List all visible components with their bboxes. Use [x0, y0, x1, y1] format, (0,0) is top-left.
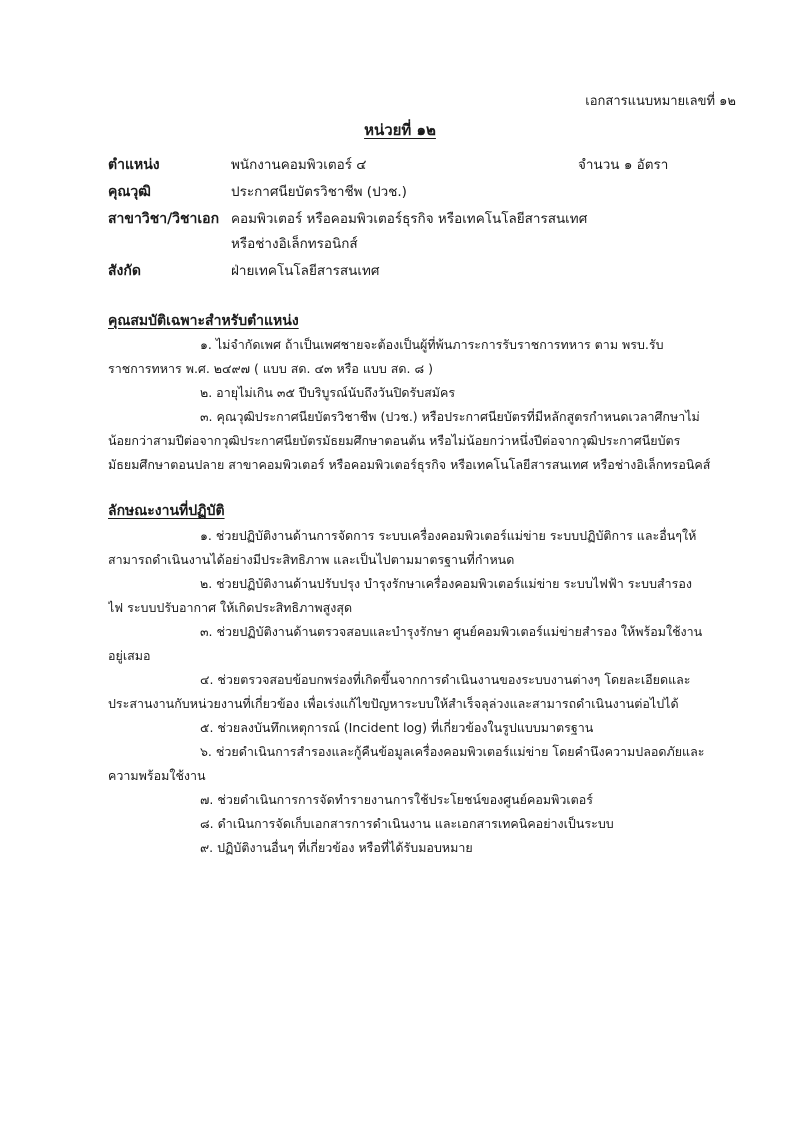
qualification-line: มัธยมศึกษาตอนปลาย สาขาคอมพิวเตอร์ หรือคอมพิวเตอร์ธุรกิจ หรือเทคโนโลยีสารสนเทศ หรือช่างอิเล็กทรอนิคส์: [108, 457, 711, 472]
duty-line: ๘. ดำเนินการจัดเก็บเอกสารการดำเนินงาน และเอกสารเทคนิคอย่างเป็นระบบ: [200, 816, 614, 831]
qualification-line: ราชการทหาร พ.ศ. ๒๔๙๗ ( แบบ สด. ๔๓ หรือ แบบ สด. ๘ ): [108, 361, 433, 376]
unit-title: [0, 118, 800, 142]
major-value-line2: หรือช่างอิเล็กทรอนิกส์: [231, 236, 358, 252]
duty-line: ๗. ช่วยดำเนินการการจัดทำรายงานการใช้ประโยชน์ของศูนย์คอมพิวเตอร์: [200, 792, 593, 807]
position-value: พนักงานคอมพิวเตอร์ ๔: [231, 157, 367, 173]
duty-line: ประสานงานกับหน่วยงานที่เกี่ยวข้อง เพื่อเร่งแก้ไขปัญหาระบบให้สำเร็จลุล่วงและสามารถดำเนินงานต่อไปได้: [108, 696, 679, 711]
affiliation-value: ฝ่ายเทคโนโลยีสารสนเทศ: [231, 263, 380, 279]
major-value-line1: คอมพิวเตอร์ หรือคอมพิวเตอร์ธุรกิจ หรือเทคโนโลยีสารสนเทศ: [231, 211, 588, 227]
duty-line: ๕. ช่วยลงบันทึกเหตุการณ์ (Incident log) ที่เกี่ยวข้องในรูปแบบมาตรฐาน: [200, 720, 594, 735]
duty-line: ๒. ช่วยปฏิบัติงานด้านปรับปรุง บำรุงรักษาเครื่องคอมพิวเตอร์แม่ข่าย ระบบไฟฟ้า ระบบสำรอง: [200, 576, 693, 591]
position-label: ตำแหน่ง: [108, 157, 160, 173]
duty-line: ๙. ปฏิบัติงานอื่นๆ ที่เกี่ยวข้อง หรือที่ได้รับมอบหมาย: [200, 840, 473, 855]
qualifications-heading: คุณสมบัติเฉพาะสำหรับตำแหน่ง: [108, 313, 299, 329]
duty-line: ความพร้อมใช้งาน: [108, 768, 206, 783]
duties-heading: ลักษณะงานที่ปฏิบัติ: [108, 503, 225, 519]
qualification-row: [108, 179, 748, 206]
unit-title-text: หน่วยที่ ๑๒: [364, 121, 436, 139]
duty-line: ๑. ช่วยปฏิบัติงานด้านการจัดการ ระบบเครื่องคอมพิวเตอร์แม่ข่าย ระบบปฏิบัติการ และอื่นๆให้: [200, 528, 697, 543]
major-label: สาขาวิชา/วิชาเอก: [108, 211, 220, 227]
duty-line: อยู่เสมอ: [108, 648, 151, 663]
duty-line: ๔. ช่วยตรวจสอบข้อบกพร่องที่เกิดขึ้นจากการดำเนินงานของระบบงานต่างๆ โดยละเอียดและ: [200, 672, 691, 687]
position-count: จำนวน ๑ อัตรา: [578, 157, 669, 173]
affiliation-label: สังกัด: [108, 263, 141, 279]
qualification-value: ประกาศนียบัตรวิชาชีพ (ปวช.): [231, 184, 407, 200]
qualification-line: ๑. ไม่จำกัดเพศ ถ้าเป็นเพศชายจะต้องเป็นผู้ที่พ้นภาระการรับราชการทหาร ตาม พรบ.รับ: [200, 337, 664, 352]
major-row: [108, 206, 748, 231]
duty-line: ๓. ช่วยปฏิบัติงานด้านตรวจสอบและบำรุงรักษา ศูนย์คอมพิวเตอร์แม่ข่ายสำรอง ให้พร้อมใช้งาน: [200, 624, 703, 639]
position-info: [108, 152, 748, 285]
duties-body: [108, 524, 732, 860]
qualification-label: คุณวุฒิ: [108, 184, 151, 200]
qualifications-body: [108, 333, 732, 477]
position-row: [108, 152, 748, 179]
major-row-continued: [108, 231, 748, 258]
document-reference: เอกสารแนบหมายเลขที่ ๑๒: [585, 94, 736, 109]
affiliation-row: [108, 258, 748, 285]
duty-line: สามารถดำเนินงานได้อย่างมีประสิทธิภาพ และเป็นไปตามมาตรฐานที่กำหนด: [108, 552, 515, 567]
qualification-line: น้อยกว่าสามปีต่อจากวุฒิประกาศนียบัตรมัธยมศึกษาตอนต้น หรือไม่น้อยกว่าหนึ่งปีต่อจากวุฒิประกาศนียบัตร: [108, 433, 681, 448]
duty-line: ๖. ช่วยดำเนินการสำรองและกู้คืนข้อมูลเครื่องคอมพิวเตอร์แม่ข่าย โดยคำนึงความปลอดภัยและ: [200, 744, 705, 759]
duty-line: ไฟ ระบบปรับอากาศ ให้เกิดประสิทธิภาพสูงสุด: [108, 600, 353, 615]
qualification-line: ๒. อายุไม่เกิน ๓๕ ปีบริบูรณ์นับถึงวันปิดรับสมัคร: [200, 385, 456, 400]
qualification-line: ๓. คุณวุฒิประกาศนียบัตรวิชาชีพ (ปวช.) หรือประกาศนียบัตรที่มีหลักสูตรกำหนดเวลาศึกษาไม่: [200, 409, 700, 424]
